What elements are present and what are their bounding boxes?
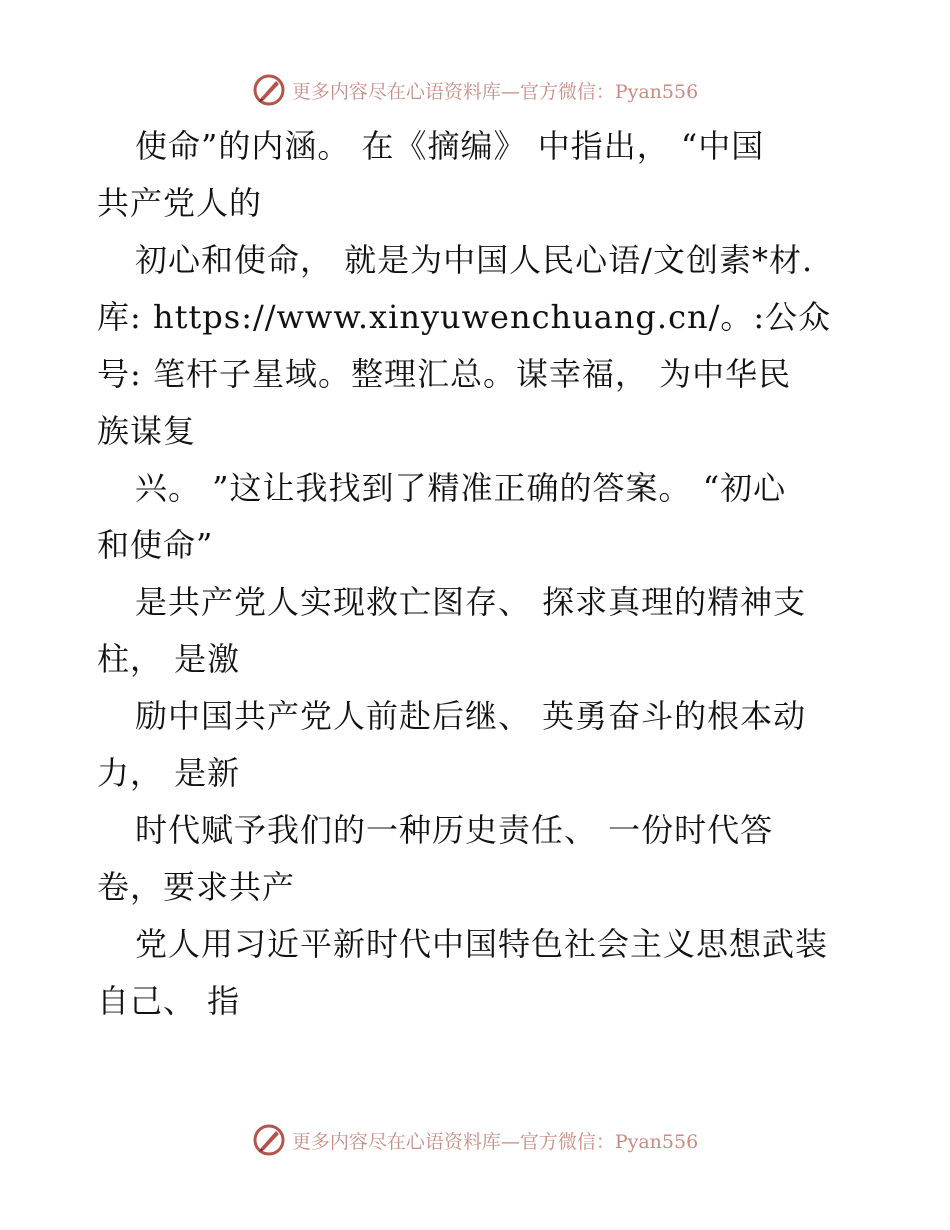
quill-pen-logo-icon [252, 1123, 286, 1157]
footer-banner [0, 1120, 950, 1160]
document-body [97, 118, 857, 1030]
text-line: 是共产党人实现救亡图存、 探求真理的精神支 [135, 583, 807, 621]
text-line: 库: https://www.xinyuwenchuang.cn/。:公众 [97, 298, 832, 336]
text-line: 力， 是新 [97, 754, 241, 792]
text-line: 党人用习近平新时代中国特色社会主义思想武装 [135, 925, 829, 963]
text-line: 励中国共产党人前赴后继、 英勇奋斗的根本动 [135, 697, 807, 735]
text-line: 和使命” [97, 526, 214, 564]
text-line: 兴。 ”这让我找到了精准正确的答案。 “初心 [135, 469, 787, 507]
text-line: 时代赋予我们的一种历史责任、 一份时代答 [135, 811, 774, 849]
text-line: 共产党人的 [97, 184, 263, 222]
banner-text: 更多内容尽在心语资料库—官方微信：Pyan556 [291, 1130, 699, 1153]
text-line: 族谋复 [97, 412, 197, 450]
text-line: 初心和使命， 就是为中国人民心语/文创素*材. [135, 241, 814, 279]
text-line: 柱， 是激 [97, 640, 241, 678]
banner-text: 更多内容尽在心语资料库—官方微信：Pyan556 [291, 80, 699, 103]
text-line: 号: 笔杆子星域。整理汇总。谋幸福， 为中华民 [97, 355, 792, 393]
header-banner [0, 70, 950, 110]
quill-pen-logo-icon [252, 73, 286, 107]
text-line: 使命”的内涵。 在《摘编》 中指出， “中国 [135, 127, 765, 165]
text-line: 卷，要求共产 [97, 868, 296, 906]
text-line: 自己、 指 [97, 982, 241, 1020]
